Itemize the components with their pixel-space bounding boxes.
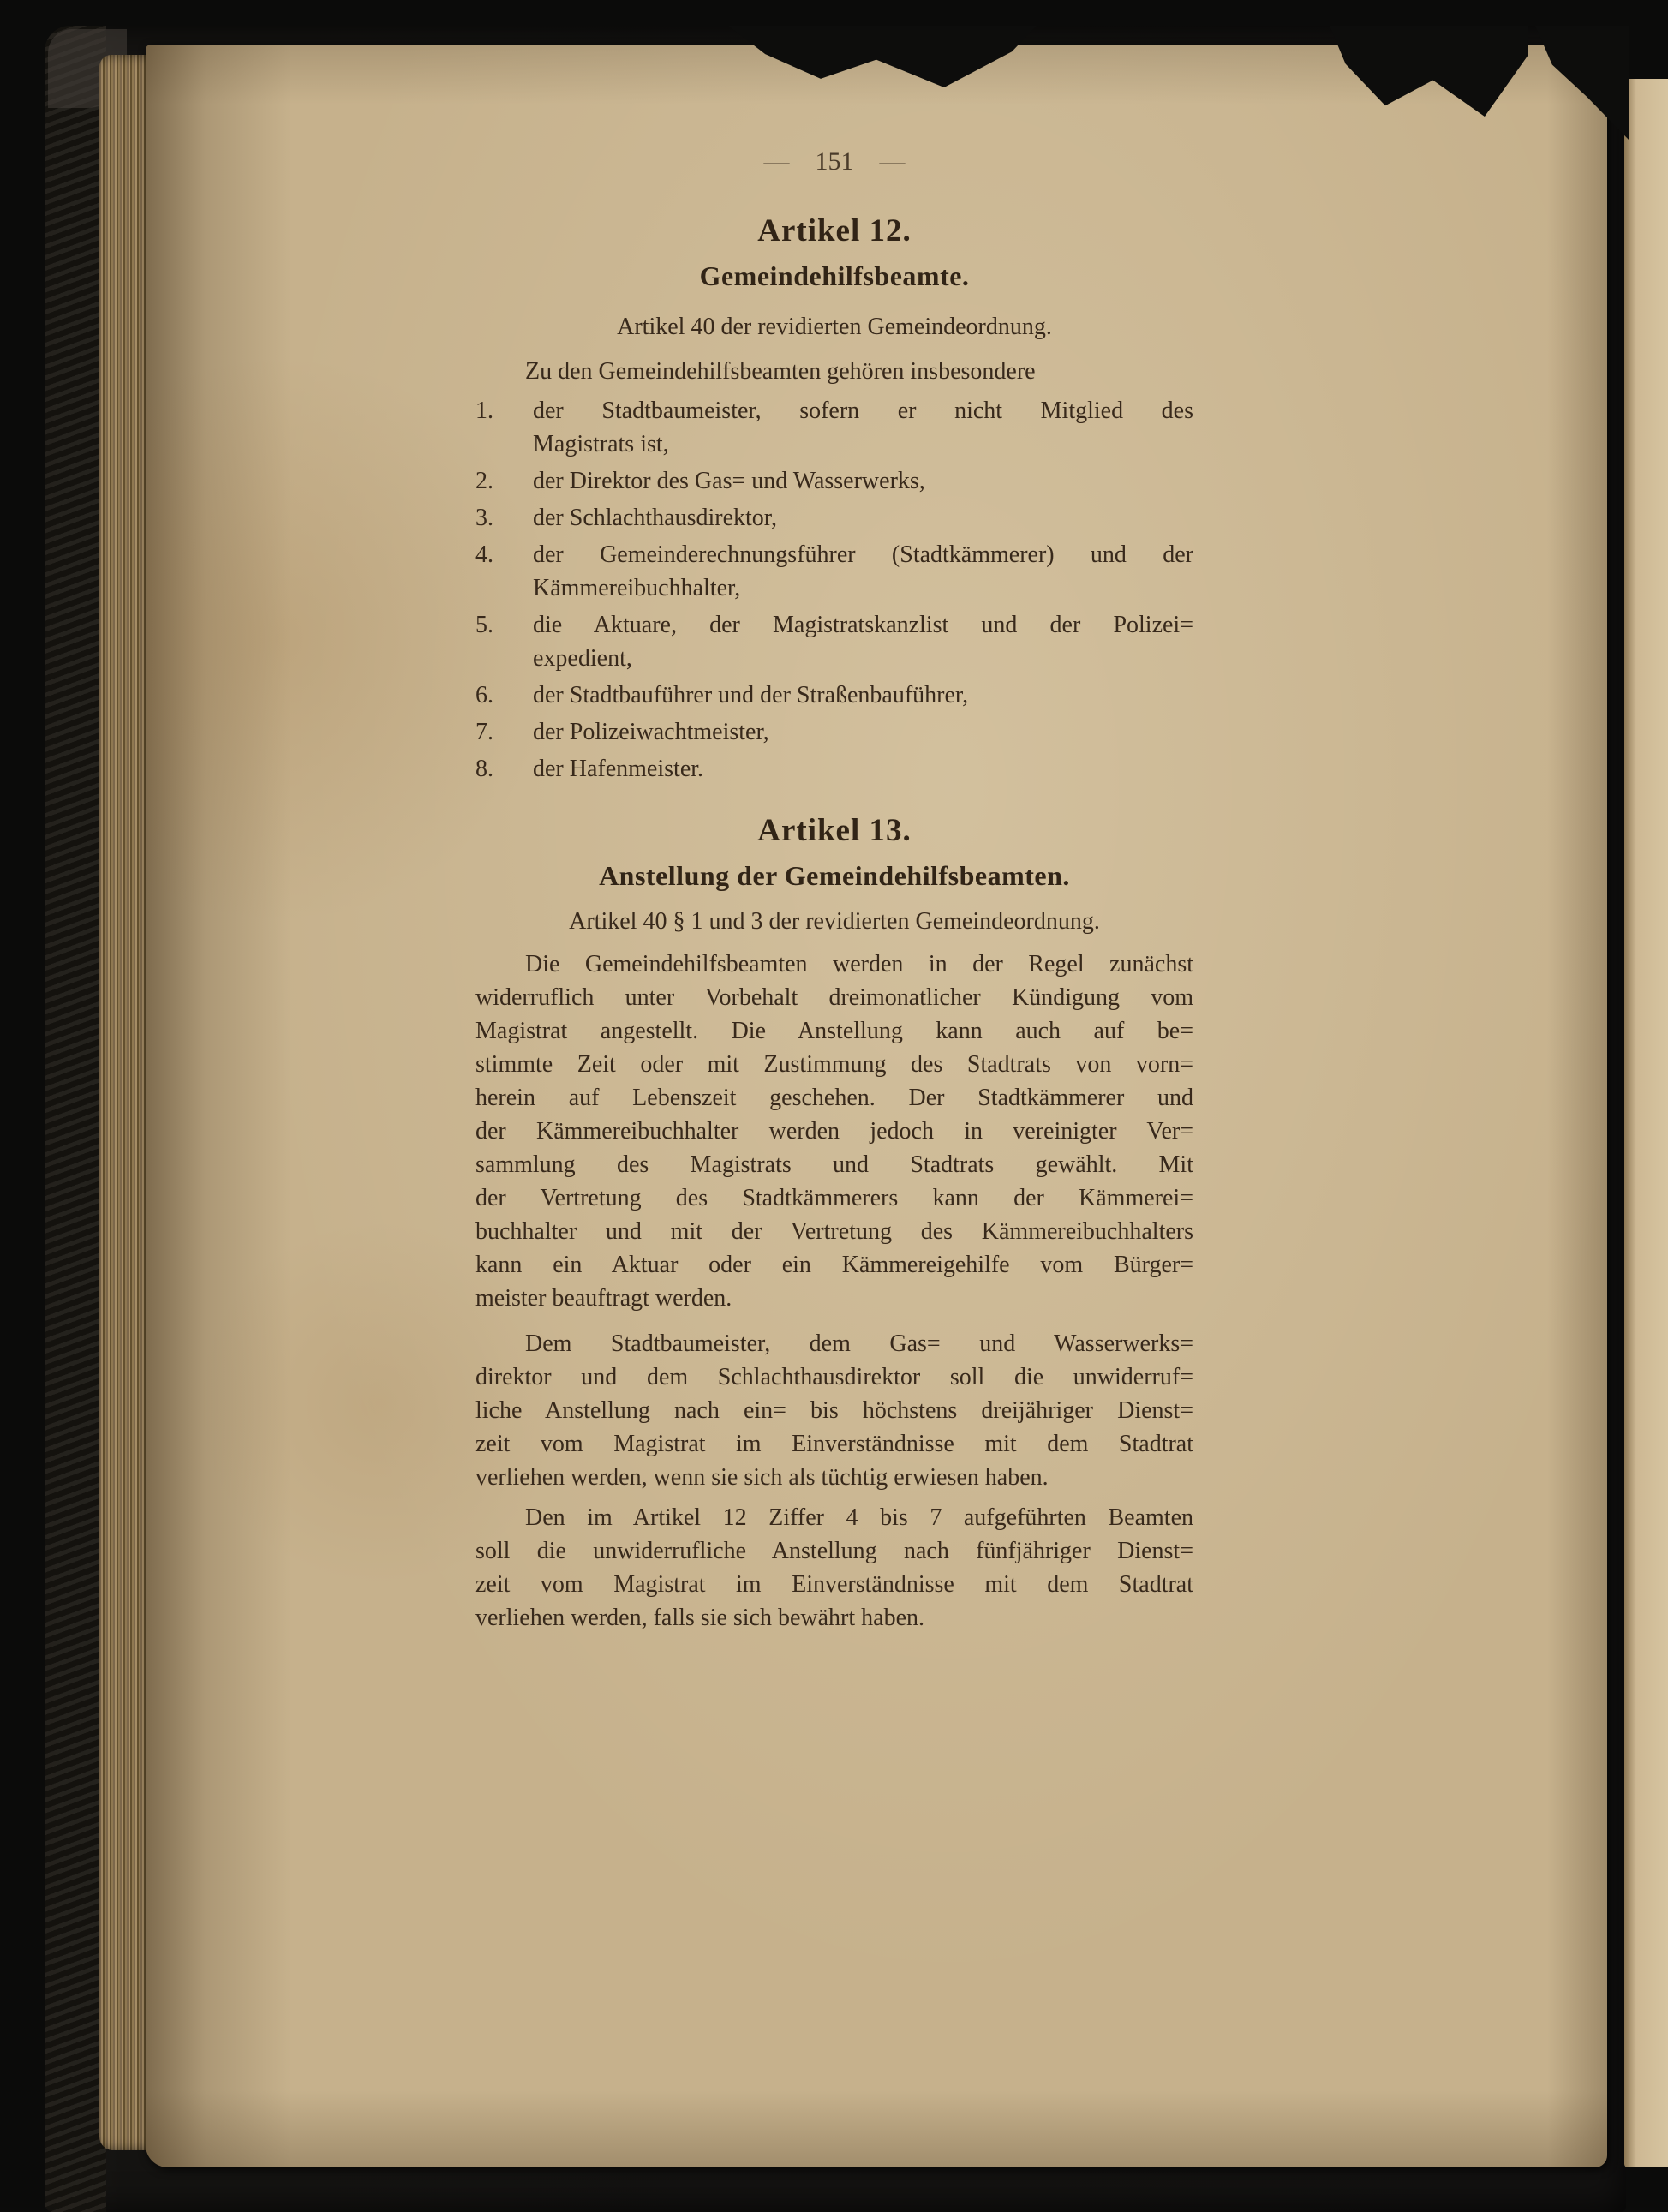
text-line: der Polizeiwachtmeister, — [533, 719, 769, 745]
text-line: expedient, — [533, 645, 632, 672]
text-line: der Schlachthausdirektor, — [533, 505, 778, 531]
list-item — [475, 608, 1193, 675]
list-item-number: 6. — [475, 682, 493, 708]
page-number-value: 151 — [815, 147, 854, 176]
list-item-number: 8. — [475, 756, 493, 782]
text-line: der Stadtbauführer und der Straßenbauführer, — [533, 682, 969, 708]
list-item-number: 7. — [475, 719, 493, 745]
article12-reference: Artikel 40 der revidierten Gemeindeordnung. — [617, 314, 1052, 340]
text-line: soll die unwiderrufliche Anstellung nach fünfjähriger Dienst= — [475, 1538, 1193, 1564]
text-line: der Direktor des Gas= und Wasserwerks, — [533, 468, 925, 494]
text-line: meister beauftragt werden. — [475, 1285, 732, 1312]
article13-title: Artikel 13. — [757, 813, 912, 848]
list-item — [475, 752, 1193, 786]
list-item-number: 3. — [475, 505, 493, 531]
list-item-text — [533, 679, 1193, 712]
list-item-number: 1. — [475, 398, 493, 424]
list-item-text — [533, 608, 1193, 675]
text-line: der Gemeinderechnungsführer (Stadtkämmerer) und der — [533, 541, 1193, 568]
text-line: die Aktuare, der Magistratskanzlist und der Polizei= — [533, 612, 1193, 638]
list-item-number: 2. — [475, 468, 493, 494]
text-line: der Vertretung des Stadtkämmerers kann der Kämmerei= — [475, 1185, 1193, 1211]
page-number-dash-right: — — [879, 147, 906, 176]
paragraph — [475, 1501, 1193, 1635]
text-line: der Hafenmeister. — [533, 756, 704, 782]
text-line: Kämmereibuchhalter, — [533, 575, 741, 601]
text-line: verliehen werden, falls sie sich bewährt haben. — [475, 1605, 925, 1631]
paragraph — [475, 1327, 1193, 1494]
text-line: Die Gemeindehilfsbeamten werden in der Regel zunächst — [525, 951, 1193, 977]
text-line: der Stadtbaumeister, sofern er nicht Mitglied des — [533, 398, 1193, 424]
article12-title: Artikel 12. — [757, 213, 912, 248]
text-line: Magistrats ist, — [533, 431, 669, 457]
text-line: herein auf Lebenszeit geschehen. Der Stadtkämmerer und — [475, 1085, 1193, 1111]
list-item-text — [533, 394, 1193, 461]
text-line: verliehen werden, wenn sie sich als tüchtig erwiesen haben. — [475, 1464, 1049, 1491]
list-item-text — [533, 538, 1193, 605]
list-item — [475, 394, 1193, 461]
list-item-number: 5. — [475, 612, 493, 638]
text-line: widerruflich unter Vorbehalt dreimonatlicher Kündigung vom — [475, 984, 1193, 1011]
text-line: sammlung des Magistrats und Stadtrats gewählt. Mit — [475, 1151, 1193, 1178]
text-line: zeit vom Magistrat im Einverständnisse mit dem Stadtrat — [475, 1431, 1193, 1457]
list-item — [475, 679, 1193, 712]
text-line: stimmte Zeit oder mit Zustimmung des Stadtrats von vorn= — [475, 1051, 1193, 1078]
list-item-number: 4. — [475, 541, 493, 568]
text-line: liche Anstellung nach ein= bis höchstens dreijähriger Dienst= — [475, 1397, 1193, 1424]
text-line: direktor und dem Schlachthausdirektor soll die unwiderruf= — [475, 1364, 1193, 1390]
text-line: zeit vom Magistrat im Einverständnisse mit dem Stadtrat — [475, 1571, 1193, 1598]
list-item-text — [533, 715, 1193, 749]
book-spine — [45, 26, 106, 2212]
article12-intro: Zu den Gemeindehilfsbeamten gehören insbesondere — [525, 358, 1036, 385]
page-number-dash-left: — — [763, 147, 790, 176]
list-item — [475, 715, 1193, 749]
list-item-text — [533, 464, 1193, 498]
text-line: Magistrat angestellt. Die Anstellung kann auch auf be= — [475, 1018, 1193, 1044]
list-item — [475, 464, 1193, 498]
page-number — [475, 147, 1193, 176]
article12-subtitle: Gemeindehilfsbeamte. — [699, 260, 970, 291]
text-line: der Kämmereibuchhalter werden jedoch in vereinigter Ver= — [475, 1118, 1193, 1145]
book-page — [146, 45, 1607, 2167]
list-item — [475, 501, 1193, 535]
article13-reference: Artikel 40 § 1 und 3 der revidierten Gemeindeordnung. — [569, 908, 1100, 935]
text-line: Den im Artikel 12 Ziffer 4 bis 7 aufgeführten Beamten — [525, 1504, 1193, 1531]
text-line: kann ein Aktuar oder ein Kämmereigehilfe vom Bürger= — [475, 1252, 1193, 1278]
officials-list — [475, 394, 1193, 789]
text-line: buchhalter und mit der Vertretung des Kämmereibuchhalters — [475, 1218, 1193, 1245]
list-item — [475, 538, 1193, 605]
list-item-text — [533, 752, 1193, 786]
facing-page-edge — [1624, 79, 1668, 2167]
text-line: Dem Stadtbaumeister, dem Gas= und Wasserwerks= — [525, 1330, 1193, 1357]
article13-subtitle: Anstellung der Gemeindehilfsbeamten. — [599, 860, 1070, 891]
paragraph — [475, 948, 1193, 1315]
list-item-text — [533, 501, 1193, 535]
